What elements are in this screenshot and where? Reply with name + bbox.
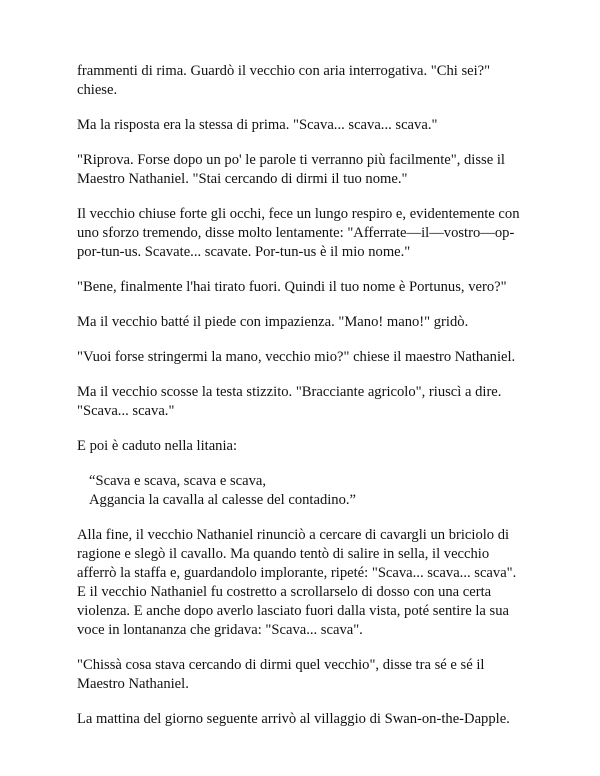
text-line: uno sforzo tremendo, disse molto lentamente: "Afferrate—il—vostro—op- [77,225,515,241]
text-line: E il vecchio Nathaniel fu costretto a scrollarselo di dosso con una certa [77,584,492,600]
text-line: "Riprova. Forse dopo un po' le parole ti verranno più facilmente", disse il [77,152,505,168]
paragraph-5 [77,278,547,297]
paragraph-6 [77,313,547,332]
document-page [77,62,547,745]
text-line: Alla fine, il vecchio Nathaniel rinunciò a cercare di cavargli un briciolo di [77,527,510,543]
paragraph-9 [77,437,547,456]
paragraph-10 [77,526,547,640]
text-line: La mattina del giorno seguente arrivò al villaggio di Swan-on-the-Dapple. [77,711,510,727]
paragraph-3 [77,151,547,189]
text-line: chiese. [77,82,118,98]
text-line: "Vuoi forse stringermi la mano, vecchio mio?" chiese il maestro Nathaniel. [77,349,516,365]
text-line: Maestro Nathaniel. "Stai cercando di dirmi il tuo nome." [77,171,408,187]
text-line: por-tun-us. Scavate... scavate. Por-tun-us è il mio nome." [77,244,411,260]
paragraph-12 [77,710,547,729]
verse-line: “Scava e scava, scava e scava, [89,473,267,489]
text-line: E poi è caduto nella litania: [77,438,238,454]
text-line: "Chissà cosa stava cercando di dirmi quel vecchio", disse tra sé e sé il [77,657,485,673]
text-line: ragione e slegò il cavallo. Ma quando tentò di salire in sella, il vecchio [77,546,490,562]
paragraph-1 [77,62,547,100]
verse-line: Aggancia la cavalla al calesse del contadino.” [89,492,357,508]
paragraph-4 [77,205,547,262]
text-line: voce in lontananza che gridava: "Scava... scava". [77,622,363,638]
paragraph-11 [77,656,547,694]
text-line: frammenti di rima. Guardò il vecchio con aria interrogativa. "Chi sei?" [77,63,491,79]
text-line: violenza. E anche dopo averlo lasciato fuori dalla vista, poté sentire la sua [77,603,509,619]
text-line: "Bene, finalmente l'hai tirato fuori. Quindi il tuo nome è Portunus, vero?" [77,279,507,295]
text-line: afferrò la staffa e, guardandolo implorante, ripeté: "Scava... scava... scava". [77,565,517,581]
text-line: Maestro Nathaniel. [77,676,189,692]
verse-block [89,472,547,510]
text-line: Il vecchio chiuse forte gli occhi, fece un lungo respiro e, evidentemente con [77,206,520,222]
text-line: "Scava... scava." [77,403,175,419]
text-line: Ma il vecchio scosse la testa stizzito. "Bracciante agricolo", riuscì a dire. [77,384,502,400]
paragraph-8 [77,383,547,421]
paragraph-7 [77,348,547,367]
text-line: Ma il vecchio batté il piede con impazienza. "Mano! mano!" gridò. [77,314,469,330]
text-line: Ma la risposta era la stessa di prima. "Scava... scava... scava." [77,117,438,133]
paragraph-2 [77,116,547,135]
